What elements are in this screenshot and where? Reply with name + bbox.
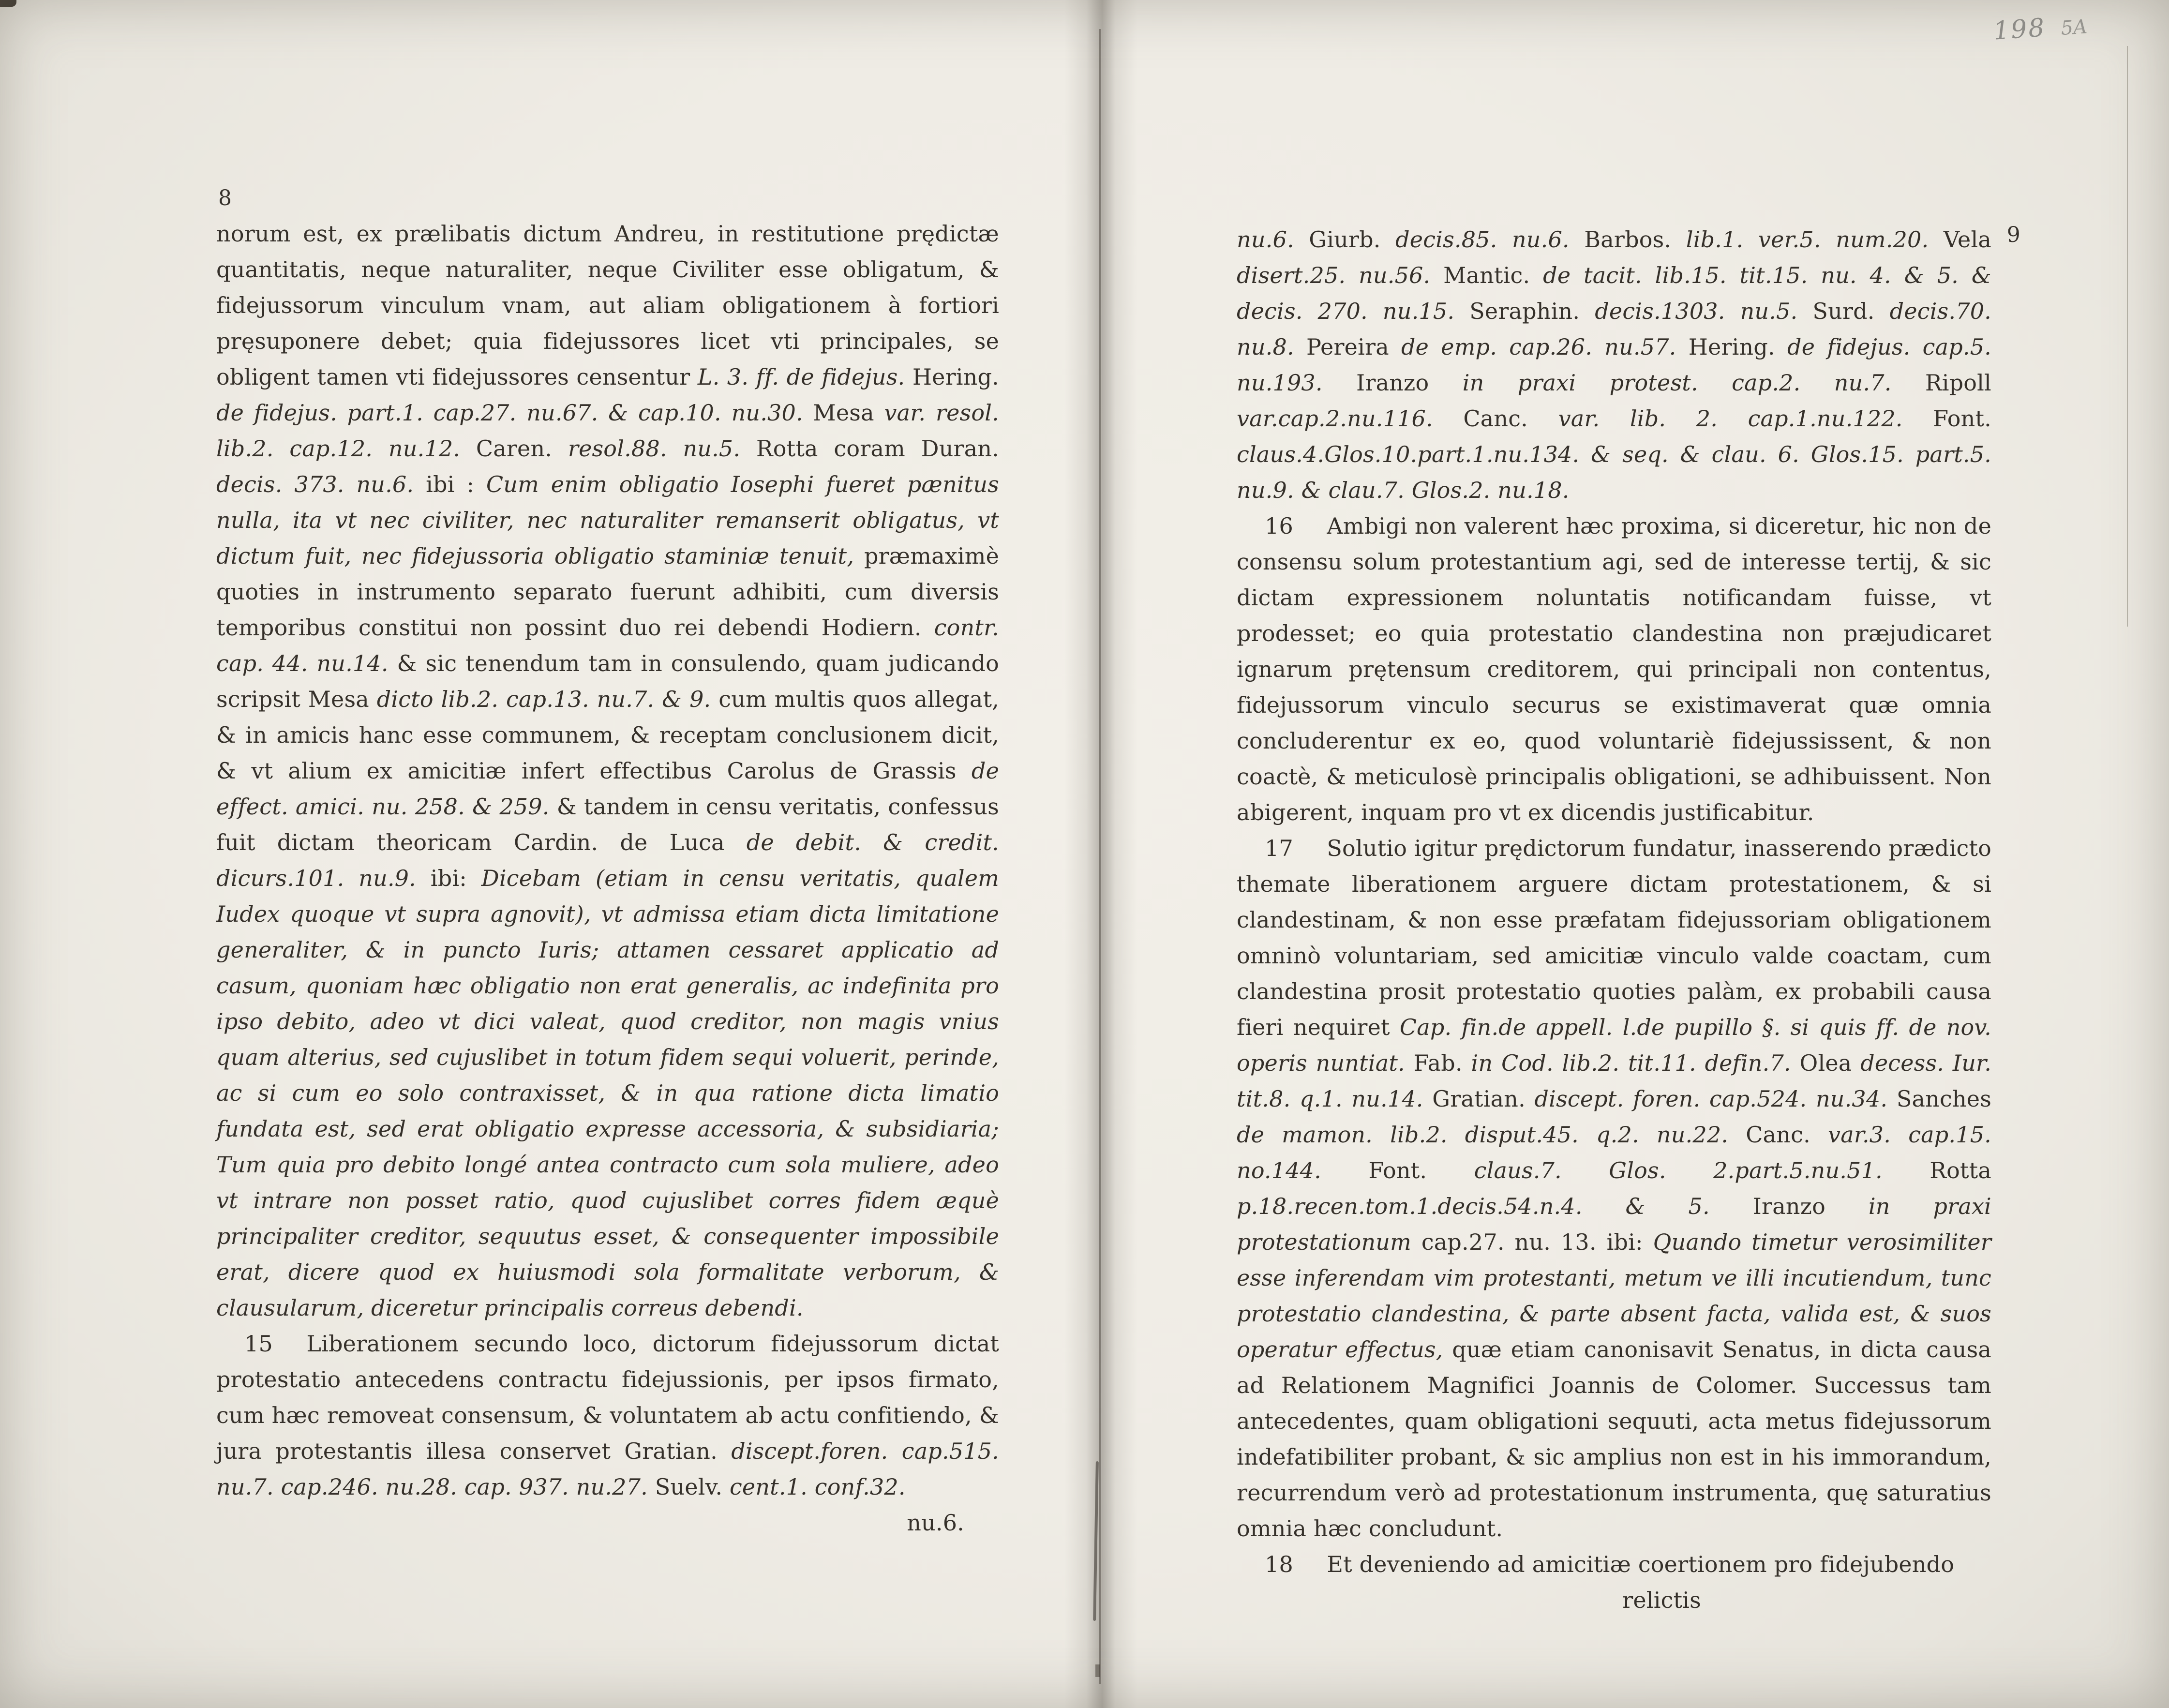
text-run: de emp. cap.26. nu.57.: [1401, 334, 1676, 360]
text-run: de mamon. lib.2. disput.45. q.2. nu.22.: [1237, 1122, 1729, 1148]
text-run: contr. cap. 44. nu.14.: [216, 614, 999, 676]
text-run: var. lib. 2. cap.1.nu.122.: [1558, 405, 1903, 432]
text-run: discept. foren. cap.524. nu.34.: [1534, 1086, 1888, 1112]
text-run: var. resol. lib.2. cap.12. nu.12.: [216, 400, 999, 462]
scan-artifact: [1095, 1664, 1100, 1677]
text-run: decess. Iur. tit.8. q.1. nu.14.: [1237, 1050, 1992, 1112]
paragraph: [1237, 1546, 1991, 1582]
text-run: L. 3. ff. de fidejus.: [697, 364, 905, 390]
text-run: 17 Solutio igitur prędictorum fundatur, inasserendo prædicto themate liberationem arguere dictam protestationem, & si clandestinam, & non esse præfatam fidejussoriam obligationem omninò voluntariam, sed amicitiæ vinculo valde coactam, cum clandestina prosit protestatio quoties palàm, ex probabili causa fieri nequiret: [1237, 835, 1992, 1040]
text-run: norum est, ex prælibatis dictum Andreu, in restitutione prędictæ quantitatis, neque naturaliter, neque Civiliter esse obligatum, & fidejussorum vinculum vnam, aut aliam obligationem à fortiori pręsuponere debet; quia fidejussores licet vti principales, se obligent tamen vti fidejussores censentur: [216, 221, 999, 390]
right-page-text-block: [1237, 222, 2020, 1618]
text-run: quæ etiam canonisavit Senatus, in dicta causa ad Relationem Magnifici Joannis de Colomer. Successus tam antecedentes, quam obligationi sequuti, acta metus fidejussorum indefatibiliter probant, & sic amplius non est in his immorandum, recurrendum verò ad protestationum instrumenta, quę saturatius omnia hæc concludunt.: [1237, 1336, 1991, 1542]
text-run: dicto lib.2. cap.13. nu.7. & 9.: [376, 686, 711, 712]
text-run: var.cap.2.nu.116.: [1237, 405, 1433, 432]
paragraph: [1237, 508, 1991, 830]
text-run: de debit. & credit. dicurs.101. nu.9.: [216, 829, 999, 891]
text-run: in praxi protest. cap.2. nu.7.: [1462, 370, 1892, 396]
text-run: resol.88. nu.5.: [568, 435, 741, 462]
text-run: decis.70. nu.8.: [1237, 298, 1991, 360]
text-run: Font.: [1902, 405, 1992, 432]
text-run: ibi:: [416, 865, 481, 891]
paragraph: [1237, 222, 1991, 508]
text-run: Font.: [1321, 1157, 1474, 1184]
text-run: Iranzo: [1322, 370, 1463, 396]
text-run: lib.1. ver.5. num.20.: [1686, 226, 1929, 253]
text-run: cap.27. nu. 13. ibi:: [1411, 1229, 1653, 1255]
text-run: 18 Et deveniendo ad amicitiæ coertionem pro fidejubendo: [1265, 1551, 1955, 1577]
text-run: decis. 373. nu.6.: [216, 471, 414, 497]
text-run: Ripoll: [1891, 370, 1991, 396]
text-run: Canc.: [1433, 405, 1558, 432]
text-run: Sanches: [1887, 1086, 1992, 1112]
text-run: in Cod. lib.2. tit.11. defin.7.: [1471, 1050, 1791, 1076]
scan-artifact: [0, 0, 16, 7]
text-run: Surd.: [1797, 298, 1890, 324]
handwritten-code: 5A: [2060, 15, 2088, 40]
text-run: de fidejus. part.1. cap.27. nu.67. & cap.10. nu.30.: [216, 400, 803, 426]
text-run: Mesa: [803, 400, 884, 426]
text-run: cent.1. conf.32.: [729, 1474, 906, 1500]
text-run: præmaximè quoties in instrumento separato fuerunt adhibiti, cum diversis temporibus constitui non possint duo rei debendi Hodiern.: [216, 543, 999, 641]
text-run: Hering.: [905, 364, 999, 390]
right-page-paragraphs: [1237, 222, 1991, 1582]
page-gutter: [1064, 0, 1137, 1708]
text-run: & tandem in censu veritatis, confessus fuit dictam theoricam Cardin. de Luca: [216, 794, 999, 855]
text-run: Cum enim obligatio Iosephi fueret pænitus nulla, ita vt nec civiliter, nec naturaliter remanserit obligatus, vt dictum fuit, nec fidejussoria obligatio staminiæ tenuit,: [216, 471, 1000, 569]
gutter-crease-line: [1099, 29, 1101, 1684]
text-run: Caren.: [460, 435, 568, 462]
handwritten-annotation: [1992, 10, 2088, 45]
paragraph: [1237, 830, 1991, 1546]
text-run: var.3. cap.15. no.144.: [1237, 1122, 1992, 1184]
text-run: discept.foren. cap.515. nu.7. cap.246. nu.28. cap. 937. nu.27.: [216, 1438, 1000, 1500]
catchword-right: relictis: [1622, 1587, 1701, 1613]
text-run: Cap. fin.de appell. l.de pupillo §. si quis ff. de nov. operis nuntiat.: [1237, 1014, 1991, 1076]
page-edge-line: [2127, 46, 2128, 627]
paragraph: [216, 1326, 999, 1505]
text-run: Giurb.: [1294, 226, 1396, 253]
page-number-left: 8: [218, 186, 232, 210]
text-run: Suelv.: [647, 1474, 730, 1500]
text-run: decis.1303. nu.5.: [1595, 298, 1798, 324]
text-run: Iranzo: [1709, 1193, 1869, 1219]
text-run: 15 Liberationem secundo loco, dictorum fidejussorum dictat protestatio antecedens contractu fidejussionis, per ipsos firmato, cum hæc removeat consensum, & voluntatem ab actu confitiendo, & jura protestantis illesa conservet Gratian.: [216, 1331, 999, 1464]
text-run: Pereira: [1294, 334, 1402, 360]
text-run: Fab.: [1405, 1050, 1471, 1076]
text-run: in praxi protestationum: [1237, 1193, 1991, 1255]
text-run: nu.6.: [1237, 226, 1294, 253]
text-run: Rotta coram Duran.: [740, 435, 999, 462]
text-run: Dicebam (etiam in censu veritatis, qualem Iudex quoque vt supra agnovit), vt admissa etiam dicta limitatione generaliter, & in puncto Iuris; attamen cessaret applicatio ad casum, quoniam hæc obligatio non erat generalis, ac indefinita pro ipso debito, adeo vt dici valeat, quod creditor, non magis vnius quam alterius, sed cujuslibet in totum fidem sequi voluerit, perinde, ac si cum eo solo contraxisset, & in qua ratione dicta limatio fundata est, sed erat obligatio expresse accessoria, & subsidiaria; Tum quia pro debito longé antea contracto cum sola muliere, adeo vt intrare non posset ratio, quod cujuslibet corres fidem æquè principaliter creditor, sequutus esset, & consequenter impossibile erat, dicere quod ex huiusmodi sola formalitate verborum, & clausularum, diceretur principalis correus debendi.: [216, 865, 999, 1321]
catchword-left: nu.6.: [907, 1510, 964, 1536]
page-number-right: 9: [2006, 223, 2020, 247]
text-run: p.18.recen.tom.1.decis.54.n.4. & 5.: [1237, 1193, 1710, 1219]
text-run: Gratian.: [1423, 1086, 1535, 1112]
text-run: Hering.: [1676, 334, 1788, 360]
text-run: Rotta: [1882, 1157, 1991, 1184]
text-run: Mantic.: [1430, 262, 1543, 288]
text-run: Olea: [1791, 1050, 1861, 1076]
text-run: ibi :: [414, 471, 486, 497]
text-run: Canc.: [1728, 1122, 1828, 1148]
paragraph: [216, 216, 999, 1326]
text-run: claus.7. Glos. 2.part.5.nu.51.: [1474, 1157, 1883, 1184]
left-page-text-block: [216, 188, 999, 1541]
text-run: Vela: [1929, 226, 1991, 253]
text-run: Seraphin.: [1454, 298, 1595, 324]
text-run: de tacit. lib.15. tit.15. nu. 4. & 5. & decis. 270. nu.15.: [1237, 262, 1991, 324]
handwritten-number: 198: [1992, 13, 2047, 46]
left-page-paragraphs: [216, 216, 999, 1505]
text-run: decis.85. nu.6.: [1395, 226, 1570, 253]
text-run: de effect. amici. nu. 258. & 259.: [216, 758, 999, 820]
text-run: 16 Ambigi non valerent hæc proxima, si diceretur, hic non de consensu solum protestantium agi, sed de interesse tertij, & sic dictam expressionem noluntatis notificandam fuisse, vt prodesset; eo quia protestatio clandestina non præjudicaret ignarum prętensum creditorem, qui principali non contentus, fidejussorum vinculo securus se existimaverat quæ omnia concluderentur ex eo, quod voluntariè fidejussissent, & non coactè, & meticulosè principalis obligationi, se adhibuissent. Non abigerent, inquam pro vt ex dicendis justificabitur.: [1237, 513, 1991, 825]
text-run: Quando timetur verosimiliter esse inferendam vim protestanti, metum ve illi incutiendum, tunc protestatio clandestina, & parte absent facta, valida est, & suos operatur effectus,: [1237, 1229, 1991, 1363]
text-run: & sic tenendum tam in consulendo, quam judicando scripsit Mesa: [216, 650, 999, 712]
text-run: cum multis quos allegat, & in amicis hanc esse communem, & receptam conclusionem dicit, & vt alium ex amicitiæ infert effectibus Carolus de Grassis: [216, 686, 999, 784]
text-run: Barbos.: [1569, 226, 1686, 253]
text-run: de fidejus. cap.5. nu.193.: [1237, 334, 1991, 396]
text-run: claus.4.Glos.10.part.1.nu.134. & seq. & clau. 6. Glos.15. part.5. nu.9. & clau.7. Glos.2. nu.18.: [1237, 441, 1991, 503]
text-run: disert.25. nu.56.: [1237, 262, 1431, 288]
